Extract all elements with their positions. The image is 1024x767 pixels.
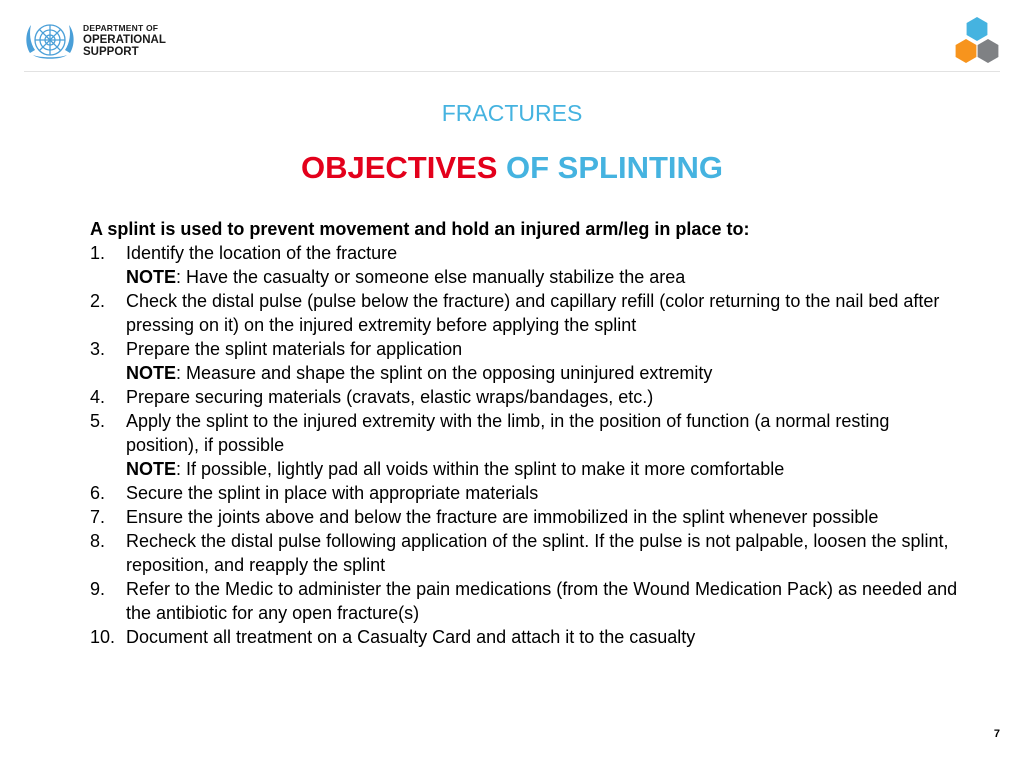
steps-list (90, 241, 960, 649)
step-number: 9. (90, 579, 106, 599)
list-item (90, 481, 960, 505)
org-line-2: OPERATIONAL (83, 34, 166, 46)
note-label: NOTE (126, 363, 177, 383)
section-kicker: FRACTURES (441, 100, 583, 126)
step-number: 2. (90, 291, 106, 311)
page-number: 7 (993, 728, 1000, 740)
hexagon-gray (978, 39, 999, 63)
list-item (90, 385, 960, 409)
step-text: Prepare the splint materials for application (126, 339, 463, 359)
slide-title (0, 150, 1024, 186)
note-text: : Measure and shape the splint on the opposing uninjured extremity (176, 363, 713, 383)
step-number: 7. (90, 507, 106, 527)
note-label: NOTE (126, 267, 177, 287)
step-note (126, 361, 960, 385)
slide-header (0, 0, 1024, 72)
org-line-3: SUPPORT (83, 46, 139, 58)
org-line-1: DEPARTMENT OF (83, 23, 159, 33)
title-part-splinting: OF SPLINTING (506, 150, 723, 185)
org-name (83, 22, 166, 58)
intro-text: A splint is used to prevent movement and hold an injured arm/leg in place to: (90, 219, 750, 239)
step-number: 1. (90, 243, 106, 263)
hexagon-cluster-icon (950, 15, 1004, 67)
hexagon-orange (956, 39, 977, 63)
hexagon-blue (967, 17, 988, 41)
step-text: Identify the location of the fracture (126, 243, 398, 263)
step-text: Secure the splint in place with appropriate materials (126, 483, 539, 503)
step-number: 4. (90, 387, 106, 407)
note-text: : Have the casualty or someone else manually stabilize the area (176, 267, 686, 287)
step-text: Apply the splint to the injured extremity with the limb, in the position of function (a normal resting position), if possible (126, 411, 890, 455)
un-emblem-icon (24, 17, 76, 63)
step-number: 10. (90, 627, 116, 647)
step-text: Ensure the joints above and below the fracture are immobilized in the splint whenever possible (126, 507, 879, 527)
list-item (90, 577, 960, 625)
header-divider (24, 71, 1000, 72)
note-text: : If possible, lightly pad all voids within the splint to make it more comfortable (176, 459, 785, 479)
step-text: Check the distal pulse (pulse below the fracture) and capillary refill (color returning to the nail bed after pressing on it) on the injured extremity before applying the splint (126, 291, 940, 335)
step-text: Document all treatment on a Casualty Card and attach it to the casualty (126, 627, 696, 647)
step-number: 3. (90, 339, 106, 359)
step-number: 8. (90, 531, 106, 551)
step-note (126, 457, 960, 481)
step-text: Recheck the distal pulse following application of the splint. If the pulse is not palpable, loosen the splint, reposition, and reapply the splint (126, 531, 949, 575)
list-item (90, 625, 960, 649)
step-text: Refer to the Medic to administer the pain medications (from the Wound Medication Pack) as needed and the antibiotic for any open fracture(s) (126, 579, 958, 623)
title-part-objectives: OBJECTIVES (300, 150, 498, 185)
list-item (90, 241, 960, 289)
step-note (126, 265, 960, 289)
list-item (90, 529, 960, 577)
list-item (90, 337, 960, 385)
list-item (90, 505, 960, 529)
list-item (90, 409, 960, 481)
list-item (90, 289, 960, 337)
step-number: 5. (90, 411, 106, 431)
slide-body (90, 217, 960, 649)
step-number: 6. (90, 483, 106, 503)
note-label: NOTE (126, 459, 177, 479)
step-text: Prepare securing materials (cravats, elastic wraps/bandages, etc.) (126, 387, 654, 407)
